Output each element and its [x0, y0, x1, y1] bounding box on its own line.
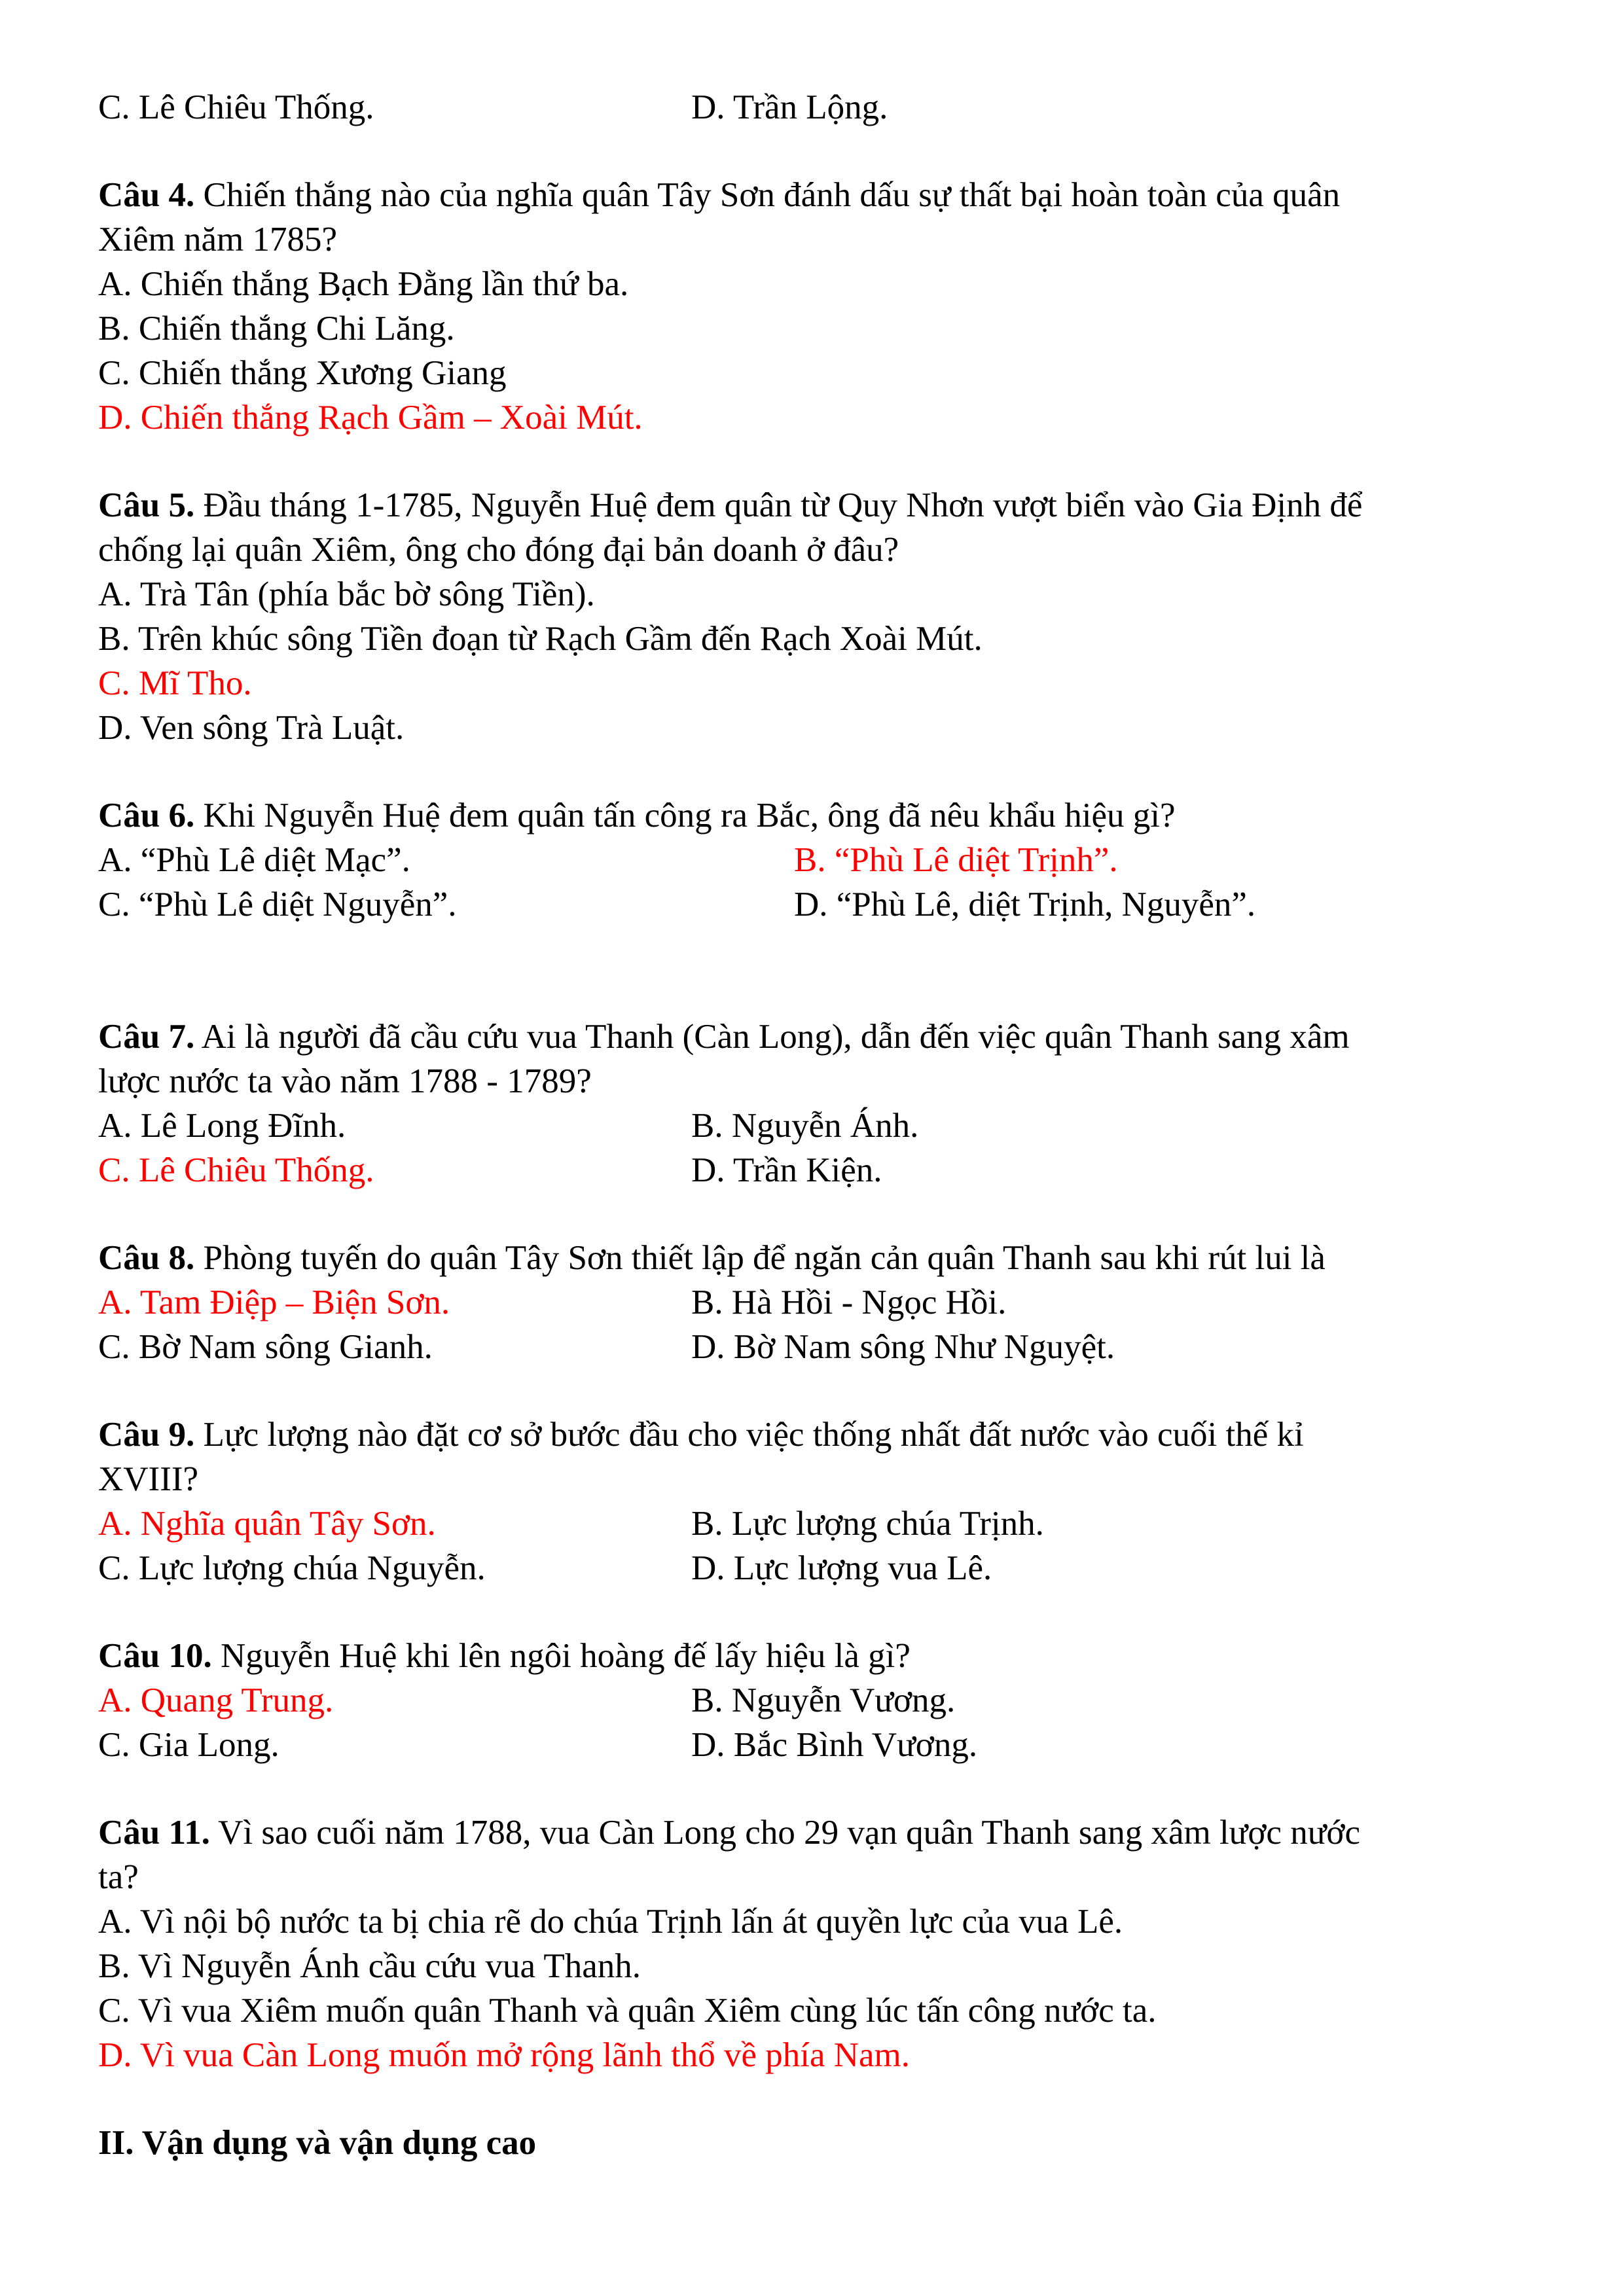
- q3-option-c: C. Lê Chiêu Thống.: [98, 88, 374, 126]
- q8-option-d: D. Bờ Nam sông Như Nguyệt.: [691, 1328, 1115, 1366]
- q6-options-row-ab: [98, 838, 1525, 882]
- q8-label: Câu 8.: [98, 1239, 195, 1277]
- q5-stem-text-1: Đầu tháng 1-1785, Nguyễn Huệ đem quân từ Quy Nhơn vượt biển vào Gia Định để: [194, 486, 1363, 524]
- q10-option-d: D. Bắc Bình Vương.: [691, 1726, 978, 1764]
- q8-options-row-ab: [98, 1280, 1525, 1325]
- q3-options-row-cd: [98, 85, 1525, 130]
- q9-option-c: C. Lực lượng chúa Nguyễn.: [98, 1549, 486, 1587]
- q5-option-b: B. Trên khúc sông Tiền đoạn từ Rạch Gầm đến Rạch Xoài Mút.: [98, 620, 983, 658]
- q4-stem-text-1: Chiến thắng nào của nghĩa quân Tây Sơn đánh dấu sự thất bại hoàn toàn của quân: [194, 176, 1341, 214]
- q10-stem-text-1: Nguyễn Huệ khi lên ngôi hoàng đế lấy hiệu là gì?: [211, 1637, 911, 1675]
- q9-label: Câu 9.: [98, 1416, 195, 1454]
- q6-label: Câu 6.: [98, 797, 195, 834]
- q7-stem-line-2: lược nước ta vào năm 1788 - 1789?: [98, 1062, 592, 1100]
- q5-stem-line-2: chống lại quân Xiêm, ông cho đóng đại bản doanh ở đâu?: [98, 531, 899, 569]
- q7-option-a: A. Lê Long Đĩnh.: [98, 1107, 346, 1145]
- section-heading: [98, 2121, 1525, 2165]
- q9-stem-text-1: Lực lượng nào đặt cơ sở bước đầu cho việc thống nhất đất nước vào cuối thế kỉ: [194, 1416, 1304, 1454]
- q8-stem-text-1: Phòng tuyến do quân Tây Sơn thiết lập để ngăn cản quân Thanh sau khi rút lui là: [194, 1239, 1326, 1277]
- q7-options-row-cd: [98, 1148, 1525, 1193]
- q10-options-row-ab: [98, 1678, 1525, 1723]
- q7-label: Câu 7.: [98, 1018, 195, 1056]
- q10-option-c: C. Gia Long.: [98, 1726, 280, 1764]
- q9-option-a-correct: A. Nghĩa quân Tây Sơn.: [98, 1505, 436, 1543]
- q3-option-d: D. Trần Lộng.: [691, 88, 888, 126]
- q9-option-d: D. Lực lượng vua Lê.: [691, 1549, 992, 1587]
- q9-options-row-ab: [98, 1501, 1525, 1546]
- q6-stem-line-1: [98, 793, 1525, 838]
- q6-options-row-cd: [98, 882, 1525, 927]
- q5-stem-line-1: [98, 483, 1525, 528]
- q7-option-d: D. Trần Kiện.: [691, 1151, 882, 1189]
- q6-option-d: D. “Phù Lê, diệt Trịnh, Nguyễn”.: [794, 886, 1256, 924]
- document-page: [98, 85, 1525, 2165]
- q10-options-row-cd: [98, 1723, 1525, 1767]
- q11-option-c: C. Vì vua Xiêm muốn quân Thanh và quân Xiêm cùng lúc tấn công nước ta.: [98, 1992, 1157, 2030]
- q6-option-c: C. “Phù Lê diệt Nguyễn”.: [98, 886, 457, 924]
- q9-options-row-cd: [98, 1546, 1525, 1590]
- q6-stem-text-1: Khi Nguyễn Huệ đem quân tấn công ra Bắc, ông đã nêu khẩu hiệu gì?: [194, 797, 1176, 834]
- q4-stem-line-2: Xiêm năm 1785?: [98, 221, 338, 259]
- q5-label: Câu 5.: [98, 486, 195, 524]
- q4-option-c: C. Chiến thắng Xương Giang: [98, 354, 507, 392]
- q6-option-a: A. “Phù Lê diệt Mạc”.: [98, 841, 410, 879]
- q4-option-a: A. Chiến thắng Bạch Đằng lần thứ ba.: [98, 265, 629, 303]
- q7-stem-line-1: [98, 1014, 1525, 1059]
- q8-stem-line-1: [98, 1236, 1525, 1280]
- q9-stem-line-1: [98, 1412, 1525, 1457]
- q5-option-c-correct: C. Mĩ Tho.: [98, 664, 252, 702]
- q11-label: Câu 11.: [98, 1814, 210, 1852]
- q7-option-b: B. Nguyễn Ánh.: [691, 1107, 919, 1145]
- q10-label: Câu 10.: [98, 1637, 212, 1675]
- q8-option-a-correct: A. Tam Điệp – Biện Sơn.: [98, 1283, 450, 1321]
- q10-option-a-correct: A. Quang Trung.: [98, 1681, 334, 1719]
- q11-stem-line-2: ta?: [98, 1858, 139, 1896]
- q9-option-b: B. Lực lượng chúa Trịnh.: [691, 1505, 1044, 1543]
- q9-stem-line-2: XVIII?: [98, 1460, 199, 1498]
- q8-option-c: C. Bờ Nam sông Gianh.: [98, 1328, 433, 1366]
- q11-stem-text-1: Vì sao cuối năm 1788, vua Càn Long cho 29 vạn quân Thanh sang xâm lược nước: [209, 1814, 1360, 1852]
- q11-option-b: B. Vì Nguyễn Ánh cầu cứu vua Thanh.: [98, 1947, 641, 1985]
- q11-option-d-correct: D. Vì vua Càn Long muốn mở rộng lãnh thổ về phía Nam.: [98, 2036, 910, 2074]
- q11-option-a: A. Vì nội bộ nước ta bị chia rẽ do chúa Trịnh lấn át quyền lực của vua Lê.: [98, 1903, 1123, 1941]
- q8-options-row-cd: [98, 1325, 1525, 1369]
- q4-stem-line-1: [98, 173, 1525, 217]
- q5-option-d: D. Ven sông Trà Luật.: [98, 709, 405, 747]
- q10-option-b: B. Nguyễn Vương.: [691, 1681, 956, 1719]
- q8-option-b: B. Hà Hồi - Ngọc Hồi.: [691, 1283, 1007, 1321]
- q4-option-d-correct: D. Chiến thắng Rạch Gầm – Xoài Mút.: [98, 399, 643, 437]
- q6-option-b-correct: B. “Phù Lê diệt Trịnh”.: [794, 841, 1118, 879]
- q10-stem-line-1: [98, 1634, 1525, 1678]
- q4-label: Câu 4.: [98, 176, 195, 214]
- q7-option-c-correct: C. Lê Chiêu Thống.: [98, 1151, 374, 1189]
- q4-option-b: B. Chiến thắng Chi Lăng.: [98, 310, 455, 348]
- q11-stem-line-1: [98, 1810, 1525, 1855]
- q7-stem-text-1: Ai là người đã cầu cứu vua Thanh (Càn Long), dẫn đến việc quân Thanh sang xâm: [194, 1018, 1350, 1056]
- q5-option-a: A. Trà Tân (phía bắc bờ sông Tiền).: [98, 575, 595, 613]
- section-title: II. Vận dụng và vận dụng cao: [98, 2124, 537, 2162]
- q7-options-row-ab: [98, 1103, 1525, 1148]
